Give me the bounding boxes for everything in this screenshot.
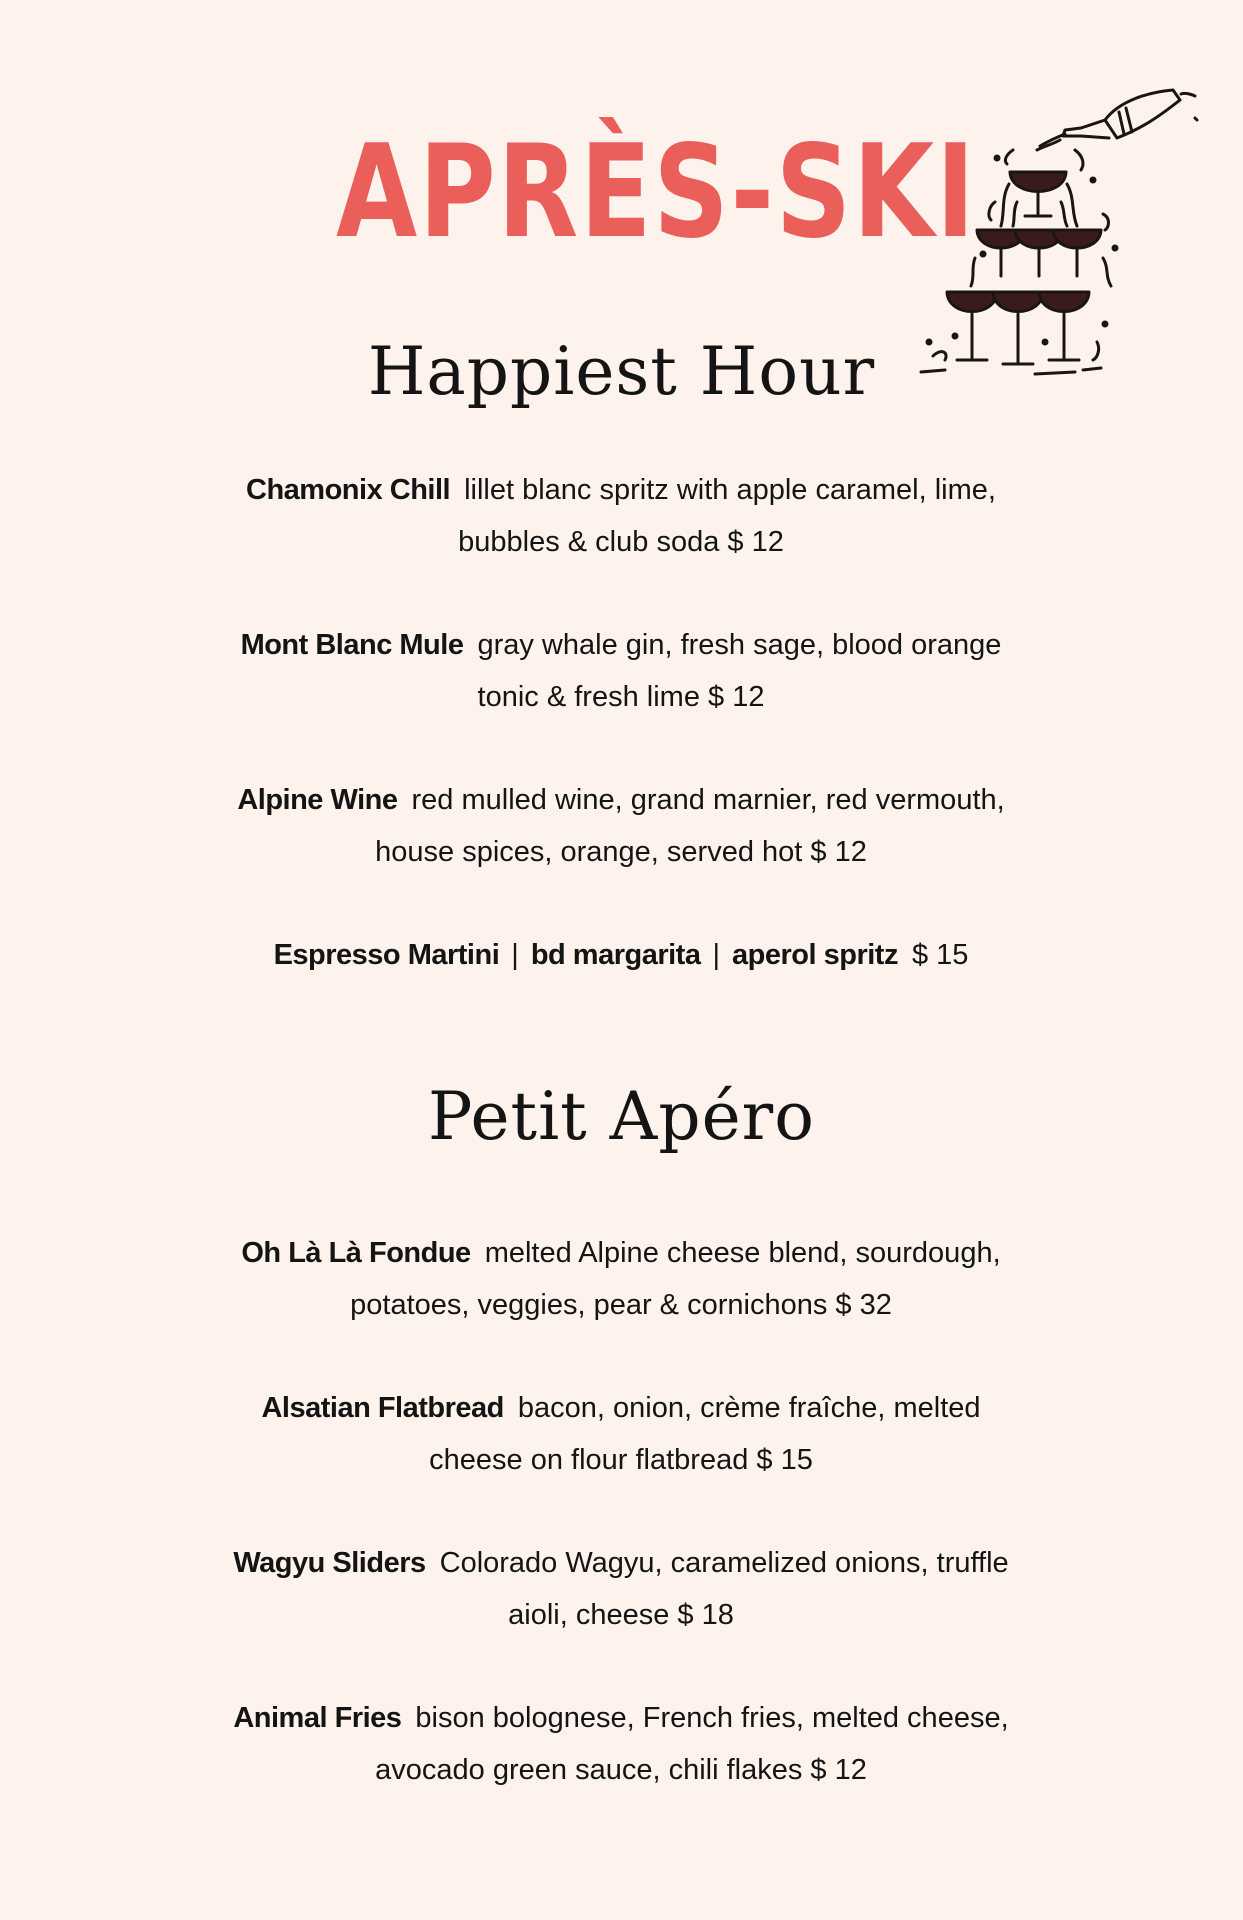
item-price: $ 12 xyxy=(810,836,867,868)
section-title-petit-apero: Petit Apéro xyxy=(428,1078,815,1155)
item-description: Colorado Wagyu, caramelized onions, truffle aioli, cheese xyxy=(439,1547,1009,1631)
menu-item-chamonix-chill xyxy=(221,464,1021,568)
separator: | xyxy=(511,939,519,971)
item-name: aperol spritz xyxy=(732,939,898,971)
item-price: $ 32 xyxy=(835,1289,892,1321)
item-description: red mulled wine, grand marnier, red vermouth, house spices, orange, served hot xyxy=(375,784,1005,868)
menu-item-wagyu-sliders xyxy=(221,1537,1021,1641)
item-price: $ 15 xyxy=(756,1444,813,1476)
item-name: Alsatian Flatbread xyxy=(261,1392,504,1424)
item-name: Mont Blanc Mule xyxy=(240,629,464,661)
item-name: Chamonix Chill xyxy=(246,474,451,506)
item-description: bison bolognese, French fries, melted cheese, avocado green sauce, chili flakes xyxy=(375,1702,1009,1786)
menu-title: APRÈS-SKI xyxy=(336,118,977,267)
menu-item-alsatian-flatbread xyxy=(221,1382,1021,1486)
item-name: Wagyu Sliders xyxy=(233,1547,426,1579)
item-price: $ 18 xyxy=(677,1599,734,1631)
item-price: $ 12 xyxy=(810,1754,867,1786)
item-name: bd margarita xyxy=(530,939,701,971)
item-description: lillet blanc spritz with apple caramel, lime, bubbles & club soda xyxy=(458,474,996,558)
item-name: Animal Fries xyxy=(233,1702,402,1734)
section-title-happiest-hour: Happiest Hour xyxy=(367,333,876,410)
item-name: Oh Là Là Fondue xyxy=(241,1237,471,1269)
item-price: $ 12 xyxy=(708,681,765,713)
item-price: $ 15 xyxy=(911,939,969,971)
menu-item-oh-la-la-fondue xyxy=(221,1227,1021,1331)
item-name: Alpine Wine xyxy=(237,784,398,816)
item-description: melted Alpine cheese blend, sourdough, potatoes, veggies, pear & cornichons xyxy=(350,1237,1001,1321)
menu-item-alpine-wine xyxy=(221,774,1021,878)
item-description: bacon, onion, crème fraîche, melted cheese on flour flatbread xyxy=(429,1392,981,1476)
menu-item-mont-blanc-mule xyxy=(221,619,1021,723)
item-price: $ 12 xyxy=(727,526,784,558)
item-name: Espresso Martini xyxy=(273,939,500,971)
item-description: gray whale gin, fresh sage, blood orange tonic & fresh lime xyxy=(477,629,1002,713)
menu-item-animal-fries xyxy=(221,1692,1021,1796)
menu-item-combo xyxy=(221,929,1021,981)
separator: | xyxy=(712,939,721,971)
